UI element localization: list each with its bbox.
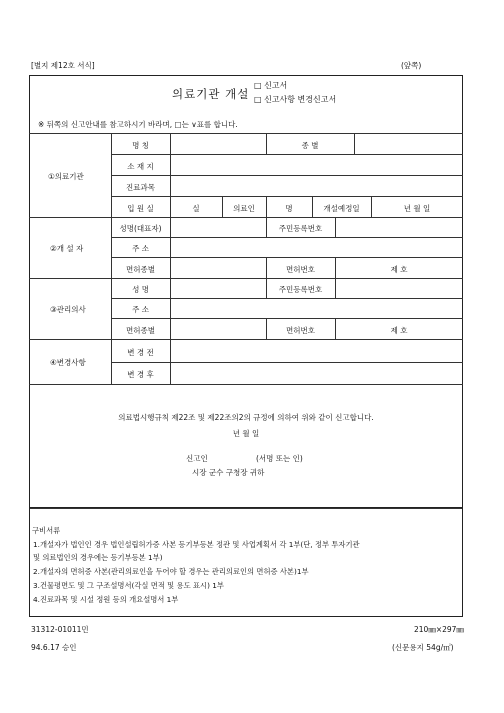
section-institution-label: ①의료기관	[48, 172, 84, 181]
paper-spec: (신문용지 54g/㎡)	[392, 643, 454, 652]
declaration-date: 년 월 일	[232, 429, 260, 438]
field-label-medical-staff: 의료인	[233, 204, 255, 213]
requirement-item: 및 의료법인의 경우에는 등기부등본 1부)	[33, 553, 163, 562]
founder-name-label: 성명(대표자)	[119, 224, 162, 233]
unit-persons: 명	[285, 204, 293, 213]
founder-license-no-unit: 제 호	[390, 265, 408, 274]
open-date-ymd: 년 월 일	[403, 204, 431, 213]
manager-license-no-unit: 제 호	[390, 326, 408, 335]
field-label-name: 명 칭	[132, 141, 149, 150]
field-label-open-date: 개설예정일	[323, 204, 360, 213]
field-label-inpatient-rooms: 입 원 실	[127, 204, 154, 213]
form-code: 31312-01011민	[31, 625, 89, 634]
checkbox-report[interactable]: □ 신고서	[254, 81, 288, 90]
recipient: 시장 군수 구청장 귀하	[192, 468, 265, 477]
paper-size: 210㎜×297㎜	[414, 625, 464, 634]
section-founder-label: ②개 설 자	[50, 244, 84, 253]
section-manager-label: ③관리의사	[50, 305, 86, 314]
requirement-item: 4.진료과목 및 시설 정원 등의 개요설명서 1부	[33, 595, 179, 604]
declaration-statement: 의료법시행규칙 제22조 및 제22조의2의 규정에 의하여 위와 같이 신고합니다.	[118, 413, 374, 422]
requirements-heading: 구비서류	[32, 526, 61, 535]
founder-license-type-label: 면허종별	[126, 265, 155, 274]
unit-rooms: 실	[192, 204, 200, 213]
form-title: 의료기관 개설	[172, 87, 250, 101]
signature-placeholder: (서명 또는 인)	[256, 454, 303, 463]
checkbox-change-report[interactable]: □ 신고사항 변경신고서	[254, 95, 337, 104]
page-side-label: (앞쪽)	[401, 61, 422, 70]
manager-rrn-label: 주민등록번호	[278, 285, 323, 294]
field-label-type: 종 별	[301, 141, 319, 150]
guidance-note: ※ 뒤쪽의 신고안내를 참고하시기 바라며, □는 ∨표를 합니다.	[38, 120, 238, 129]
applicant-label: 신고인	[186, 454, 208, 463]
founder-address-label: 주 소	[132, 244, 149, 253]
field-label-departments: 진료과목	[126, 183, 155, 192]
section-changes-label: ④변경사항	[50, 358, 86, 367]
change-after-label: 변 경 후	[127, 370, 154, 379]
form-number: [별지 제12호 서식]	[31, 61, 95, 70]
approval-date: 94.6.17 승인	[31, 643, 77, 652]
manager-license-no-label: 면허번호	[286, 326, 315, 335]
manager-license-type-label: 면허종별	[126, 326, 155, 335]
requirement-item: 1.개설자가 법인인 경우 법인설립허가증 사본 등기부등본 정관 및 사업계획서 각 1부(단, 정부 투자기관	[33, 540, 360, 549]
form-frame	[29, 75, 463, 508]
founder-license-no-label: 면허번호	[286, 265, 315, 274]
manager-name-label: 성 명	[132, 285, 149, 294]
field-label-address: 소 재 지	[127, 162, 154, 171]
requirement-item: 2.개설자의 면허증 사본(관리의료인을 두어야 할 경우는 관리의료인의 면허증 사본)1부	[33, 567, 309, 576]
founder-rrn-label: 주민등록번호	[278, 224, 323, 233]
requirement-item: 3.건물평면도 및 그 구조설명서(각실 면적 및 용도 표시) 1부	[33, 581, 224, 590]
manager-address-label: 주 소	[132, 305, 149, 314]
change-before-label: 변 경 전	[127, 348, 154, 357]
